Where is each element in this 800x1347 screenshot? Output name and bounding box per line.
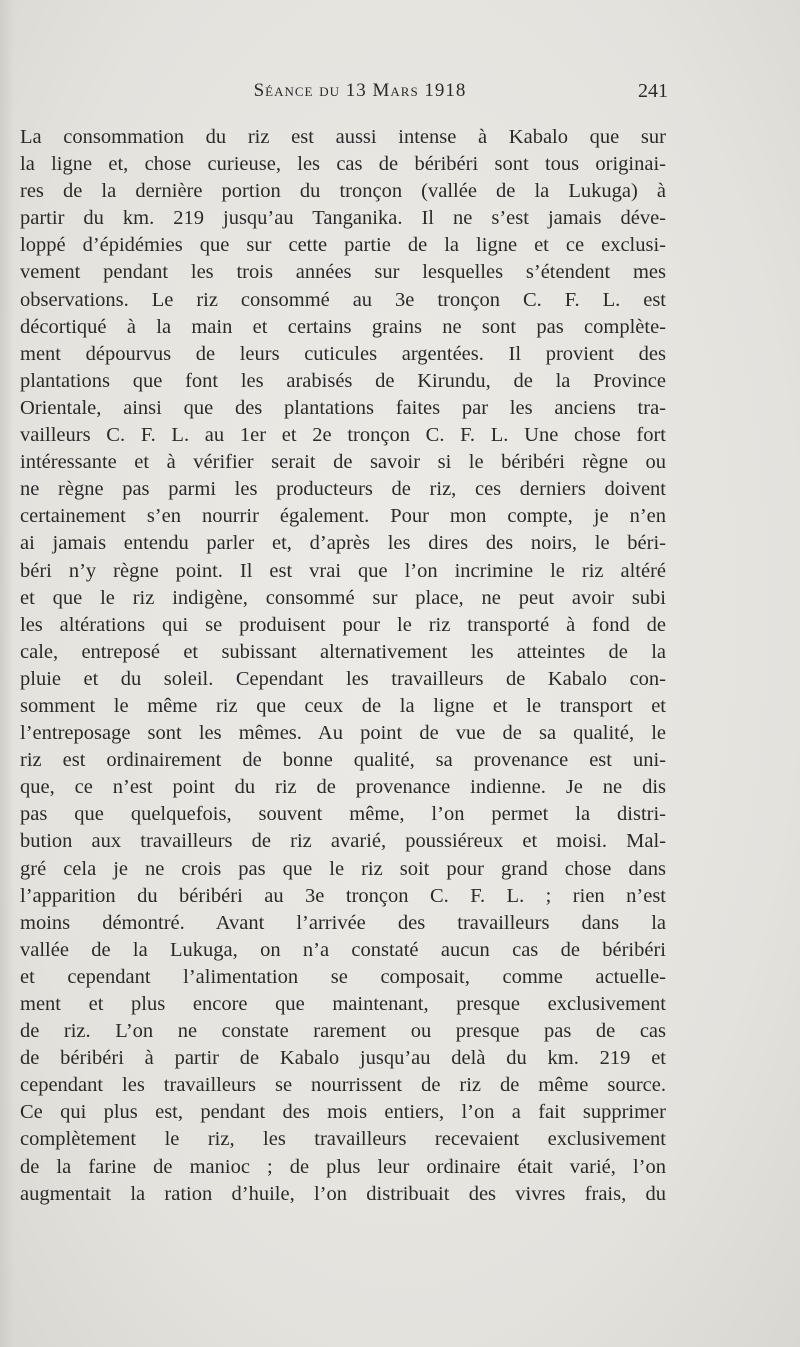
text-line: moins démontré. Avant l’arrivée des travailleurs dans la	[20, 911, 666, 934]
text-line: gré cela je ne crois pas que le riz soit pour grand chose dans	[20, 857, 666, 880]
text-line: béri n’y règne point. Il est vrai que l’on incrimine le riz altéré	[20, 559, 666, 582]
text-line: intéressante et à vérifier serait de savoir si le béribéri règne ou	[20, 451, 666, 474]
text-line: la ligne et, chose curieuse, les cas de béribéri sont tous originai-	[20, 153, 666, 176]
text-line: et que le riz indigène, consommé sur place, ne peut avoir subi	[20, 586, 666, 609]
text-line: res de la dernière portion du tronçon (vallée de la Lukuga) à	[20, 180, 666, 203]
text-line: de béribéri à partir de Kabalo jusqu’au delà du km. 219 et	[20, 1047, 666, 1070]
text-line: La consommation du riz est aussi intense à Kabalo que sur	[20, 126, 666, 148]
text-line: vallée de la Lukuga, on n’a constaté aucun cas de béribéri	[20, 938, 666, 961]
text-line: cependant les travailleurs se nourrissent de riz de même source.	[20, 1074, 666, 1097]
text-line: ment et plus encore que maintenant, presque exclusivement	[20, 993, 666, 1015]
text-line: cale, entreposé et subissant alternativement les atteintes de la	[20, 640, 666, 663]
text-line: certainement s’en nourrir également. Pour mon compte, je n’en	[20, 505, 666, 528]
text-line: partir du km. 219 jusqu’au Tanganika. Il ne s’est jamais déve-	[20, 207, 666, 230]
text-line: l’apparition du béribéri au 3e tronçon C. F. L. ; rien n’est	[20, 884, 666, 907]
text-line: observations. Le riz consommé au 3e tronçon C. F. L. est	[20, 288, 666, 311]
text-line: pas que quelquefois, souvent même, l’on permet la distri-	[20, 803, 666, 826]
text-line: Orientale, ainsi que des plantations faites par les anciens tra-	[20, 396, 666, 419]
text-line: somment le même riz que ceux de la ligne et le transport et	[20, 694, 666, 717]
text-line: décortiqué à la main et certains grains ne sont pas complète-	[20, 315, 666, 338]
text-line: que, ce n’est point du riz de provenance indienne. Je ne dis	[20, 776, 666, 799]
text-line: les altérations qui se produisent pour le riz transporté à fond de	[20, 613, 666, 636]
text-line: et cependant l’alimentation se composait, comme actuelle-	[20, 965, 666, 988]
text-line: plantations que font les arabisés de Kirundu, de la Province	[20, 369, 666, 392]
text-line: bution aux travailleurs de riz avarié, poussiéreux et moisi. Mal-	[20, 830, 666, 853]
text-line: l’entreposage sont les mêmes. Au point de vue de sa qualité, le	[20, 722, 666, 745]
text-line: Ce qui plus est, pendant des mois entiers, l’on a fait supprimer	[20, 1101, 666, 1124]
text-line: ai jamais entendu parler et, d’après les dires des noirs, le béri-	[20, 532, 666, 555]
running-head: Séance du 13 Mars 1918	[253, 80, 467, 101]
text-line: vement pendant les trois années sur lesquelles s’étendent mes	[20, 261, 666, 284]
text-line: complètement le riz, les travailleurs recevaient exclusivement	[20, 1128, 666, 1151]
text-line: de riz. L’on ne constate rarement ou presque pas de cas	[20, 1020, 666, 1043]
text-line: augmentait la ration d’huile, l’on distribuait des vivres frais, du	[20, 1182, 666, 1205]
text-line: riz est ordinairement de bonne qualité, sa provenance est uni-	[20, 749, 666, 772]
page-header	[20, 80, 668, 110]
text-line: loppé d’épidémies que sur cette partie de la ligne et ce exclusi-	[20, 234, 666, 257]
text-line: de la farine de manioc ; de plus leur ordinaire était varié, l’on	[20, 1155, 666, 1178]
page-edge-shadow	[0, 0, 14, 1347]
text-line: ment dépourvus de leurs cuticules argentées. Il provient des	[20, 342, 666, 365]
page-number: 241	[638, 80, 668, 102]
text-line: vailleurs C. F. L. au 1er et 2e tronçon C. F. L. Une chose fort	[20, 424, 666, 447]
body-text	[20, 124, 666, 1208]
text-line: ne règne pas parmi les producteurs de riz, ces derniers doivent	[20, 478, 666, 501]
text-line: pluie et du soleil. Cependant les travailleurs de Kabalo con-	[20, 667, 666, 690]
